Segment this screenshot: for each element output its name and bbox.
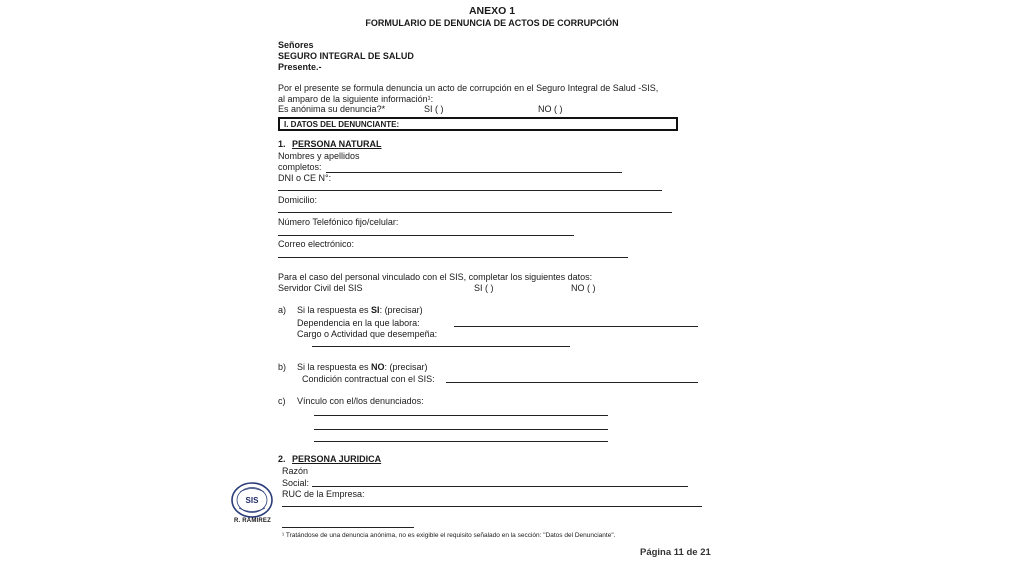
item-c-label: Vínculo con el/los denunciados: (297, 396, 424, 406)
servidor-no-option[interactable]: NO ( ) (571, 283, 596, 293)
addressee-line1: Señores (278, 40, 314, 50)
servidor-civil-label: Servidor Civil del SIS (278, 283, 363, 293)
cargo-field-line[interactable] (312, 346, 570, 347)
addressee-line2: SEGURO INTEGRAL DE SALUD (278, 51, 414, 61)
nombres-label-line2: completos: (278, 162, 322, 172)
document-subtitle: FORMULARIO DE DENUNCIA DE ACTOS DE CORRUPCIÓN (365, 18, 619, 28)
persona-juridica-heading: PERSONA JURIDICA (292, 454, 382, 464)
signature-line[interactable] (282, 527, 414, 528)
vinculo-sis-intro: Para el caso del personal vinculado con el SIS, completar los siguientes datos: (278, 272, 593, 282)
condicion-field-line[interactable] (446, 382, 698, 383)
cargo-label: Cargo o Actividad que desempeña: (297, 329, 438, 339)
vinculo-field-line-1[interactable] (314, 415, 608, 416)
razon-label-line2: Social: (282, 478, 310, 488)
persona-natural-number: 1. (278, 139, 286, 149)
addressee-line3: Presente.- (278, 62, 322, 72)
condicion-label: Condición contractual con el SIS: (302, 374, 435, 384)
razon-label-line1: Razón (282, 466, 309, 476)
dependencia-field-line[interactable] (454, 326, 698, 327)
page-number: Página 11 de 21 (640, 547, 711, 558)
anonymous-no-option[interactable]: NO ( ) (538, 104, 563, 114)
razon-social-field-line[interactable] (312, 486, 688, 487)
telefono-field-line[interactable] (278, 235, 574, 236)
vinculo-field-line-3[interactable] (314, 441, 608, 442)
intro-line2: al amparo de la siguiente información¹: (278, 94, 434, 104)
dependencia-label: Dependencia en la que labora: (297, 318, 420, 328)
item-b-letter: b) (278, 362, 287, 372)
domicilio-field-line[interactable] (278, 212, 672, 213)
section-datos-denunciante-label: I. DATOS DEL DENUNCIANTE: (284, 120, 400, 129)
intro-line1: Por el presente se formula denuncia un acto de corrupción en el Seguro Integral de Salud -SIS, (278, 83, 659, 93)
section-datos-denunciante (278, 117, 678, 131)
document-page (220, 0, 764, 576)
persona-natural-heading: PERSONA NATURAL (292, 139, 382, 149)
stamp-name: R. RAMIREZ (234, 518, 271, 524)
stamp-text: SIS (245, 496, 259, 505)
servidor-si-option[interactable]: SI ( ) (474, 283, 494, 293)
item-a-letter: a) (278, 305, 287, 315)
vinculo-field-line-2[interactable] (314, 429, 608, 430)
correo-field-line[interactable] (278, 257, 628, 258)
item-c-letter: c) (278, 396, 286, 406)
item-b-question: Si la respuesta es NO: (precisar) (297, 362, 428, 372)
anonymous-question: Es anónima su denuncia?* (278, 104, 386, 114)
nombres-field-line[interactable] (326, 172, 622, 173)
sis-stamp-icon (230, 481, 274, 519)
footnote: ¹ Tratándose de una denuncia anónima, no es exigible el requisito señalado en la sección: "Datos del Denunciante". (282, 532, 616, 539)
domicilio-label: Domicilio: (278, 195, 318, 205)
document-title: ANEXO 1 (468, 5, 516, 17)
anonymous-si-option[interactable]: SI ( ) (424, 104, 444, 114)
item-a-question: Si la respuesta es SI: (precisar) (297, 305, 423, 315)
dni-label: DNI o CE N°: (278, 173, 332, 183)
correo-label: Correo electrónico: (278, 239, 355, 249)
ruc-label: RUC de la Empresa: (282, 489, 365, 499)
persona-juridica-number: 2. (278, 454, 286, 464)
nombres-label-line1: Nombres y apellidos (278, 151, 360, 161)
dni-field-line[interactable] (278, 190, 662, 191)
telefono-label: Número Telefónico fijo/celular: (278, 217, 399, 227)
ruc-field-line[interactable] (282, 506, 702, 507)
